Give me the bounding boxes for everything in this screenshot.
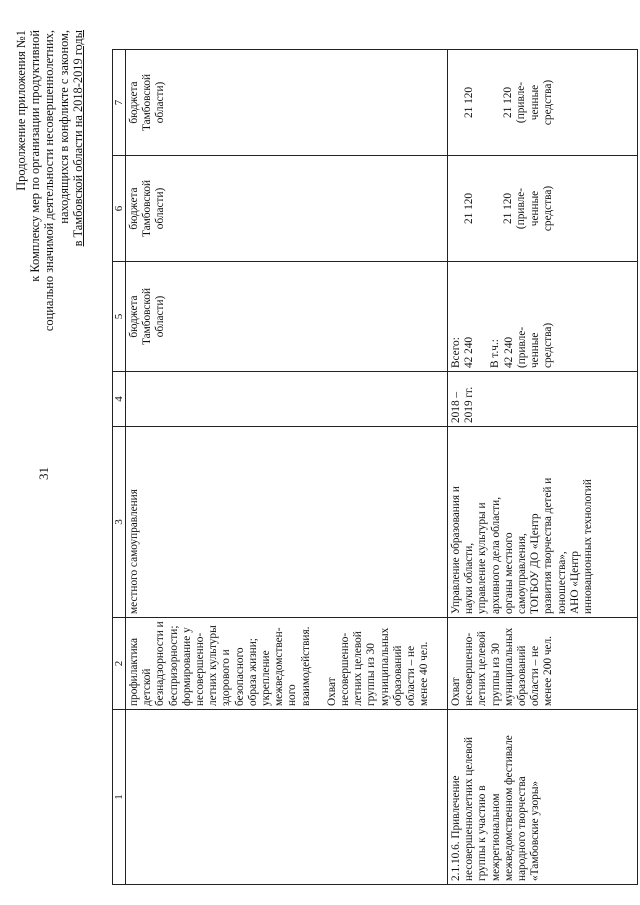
text-line: ного [286,684,299,706]
funding-2019-cell [448,50,638,156]
text-line: муниципальных [378,627,391,706]
text-line: укрепление [260,650,273,706]
text-line: профилактика [128,637,140,706]
text-line: бюджета [128,187,140,230]
text-line: средства) [542,322,555,368]
text-line: группы из 30 [365,643,378,706]
text-line: беспризорности; [167,625,180,706]
text-line: летних культуры [207,625,220,706]
text-line: народного творчества [516,776,529,881]
text-line: ченные [528,84,541,121]
text-line: 2.1.10.6. Привлечение [450,775,462,881]
text-line: Тамбовской [141,179,154,238]
text-line: Тамбовской [141,73,154,132]
text-line: бюджета [128,81,140,124]
page-number: 31 [36,467,51,480]
executors-cell [448,427,638,618]
header-line: к Комплексу мер по организации продуктивной [28,30,43,282]
text-line: области – не [405,645,418,706]
text-line: (привле- [515,326,528,368]
text-line: Охват [325,677,338,706]
text-line: 42 240 [463,336,476,368]
text-line: В т.ч.: [489,339,502,368]
text-line: области) [154,187,167,230]
funding-2019-cell [126,50,448,156]
appendix-header [14,30,85,415]
column-number: 1 [113,710,126,885]
text-line: несовершенно- [463,632,476,706]
funding-total-cell [448,262,638,372]
text-line: юношества», [555,551,568,614]
text-line: (привле- [515,187,528,230]
text-line: бюджета [128,295,140,338]
text-line: ченные [528,190,541,227]
funding-2018-cell [126,156,448,262]
text-line: 21 120 [463,192,475,225]
text-line: муниципальных [502,627,515,706]
text-line: архивного дела области, [489,496,502,614]
period-cell [126,372,448,427]
column-number: 3 [113,427,126,618]
header-line: социально значимой деятельности несовершеннолетних, [42,30,57,332]
period-cell [448,372,638,427]
text-line: области – не [529,645,542,706]
text-line: 21 120 [463,86,475,119]
text-line: ченные [529,332,542,368]
text-line: летних целевой [352,631,365,706]
text-line: группы к участию в [476,785,489,881]
text-line: области) [154,81,167,124]
text-line: органы местного [502,532,515,614]
column-number: 4 [113,372,126,427]
result-cell [448,618,638,710]
column-number: 5 [113,262,126,372]
header-line: находящихся в конфликте с законом, [56,30,71,224]
text-line: взаимодействия. [299,626,312,706]
text-line: развития творчества детей и [542,477,555,614]
column-number: 6 [113,156,126,262]
text-line: самоуправления, [516,533,529,614]
text-line: несовершенно- [339,632,352,706]
text-line: образований [516,645,529,706]
text-line: Управление образования и [450,486,462,614]
measure-cell [126,710,448,885]
text-line: несовершенно- [194,632,207,706]
header-line: в Тамбовской области на 2018-2019 годы [70,30,85,247]
text-line: менее 40 чел. [418,641,431,706]
text-line: «Тамбовские узоры» [529,780,542,881]
text-line: Всего: [450,337,462,368]
text-line: менее 200 чел. [542,636,555,706]
text-line: межведомственном фестивале [502,735,515,881]
text-line: 21 120 [502,86,515,119]
text-line: инновационных технологий [582,479,595,614]
text-line: АНО «Центр [568,551,581,614]
text-line: Тамбовской [141,287,154,346]
header-line: Продолжение приложения №1 [14,30,28,191]
text-line: безопасного [233,647,246,706]
result-cell [126,618,448,710]
text-line: управление культуры и [476,502,489,614]
text-line: средства) [541,79,554,126]
text-line: группы из 30 [489,643,502,706]
text-line: (привле- [515,81,528,124]
text-line: науки области, [463,542,476,614]
text-line: области) [154,295,167,338]
column-number: 2 [113,618,126,710]
table-row [448,50,638,885]
text-line: межрегиональном [489,793,502,881]
text-line: 2019 гг. [463,386,476,423]
text-line: образований [391,645,404,706]
text-line: Охват [450,677,462,706]
text-line: летних целевой [476,631,489,706]
column-number-row [113,50,126,885]
text-line: 42 240 [502,336,515,368]
text-line: 2018 – [450,391,462,423]
text-line: образа жизни; [246,638,259,706]
text-line: 21 120 [502,192,515,225]
text-line: несовершеннолетних целевой [463,736,476,881]
text-line: формирование у [180,627,193,706]
text-line: межведомствен- [273,627,286,706]
text-line: детской [141,668,154,706]
measure-cell [448,710,638,885]
executors-cell: местного самоуправления [126,427,448,618]
text-line: ТОГБОУ ДО «Центр [529,513,542,614]
funding-2018-cell [448,156,638,262]
text-line: здорового и [220,649,233,706]
table-row [126,50,448,885]
funding-total-cell [126,262,448,372]
measures-table [112,49,638,885]
text-line: средства) [541,185,554,232]
text-line: безнадзорности и [154,621,167,706]
column-number: 7 [113,50,126,156]
